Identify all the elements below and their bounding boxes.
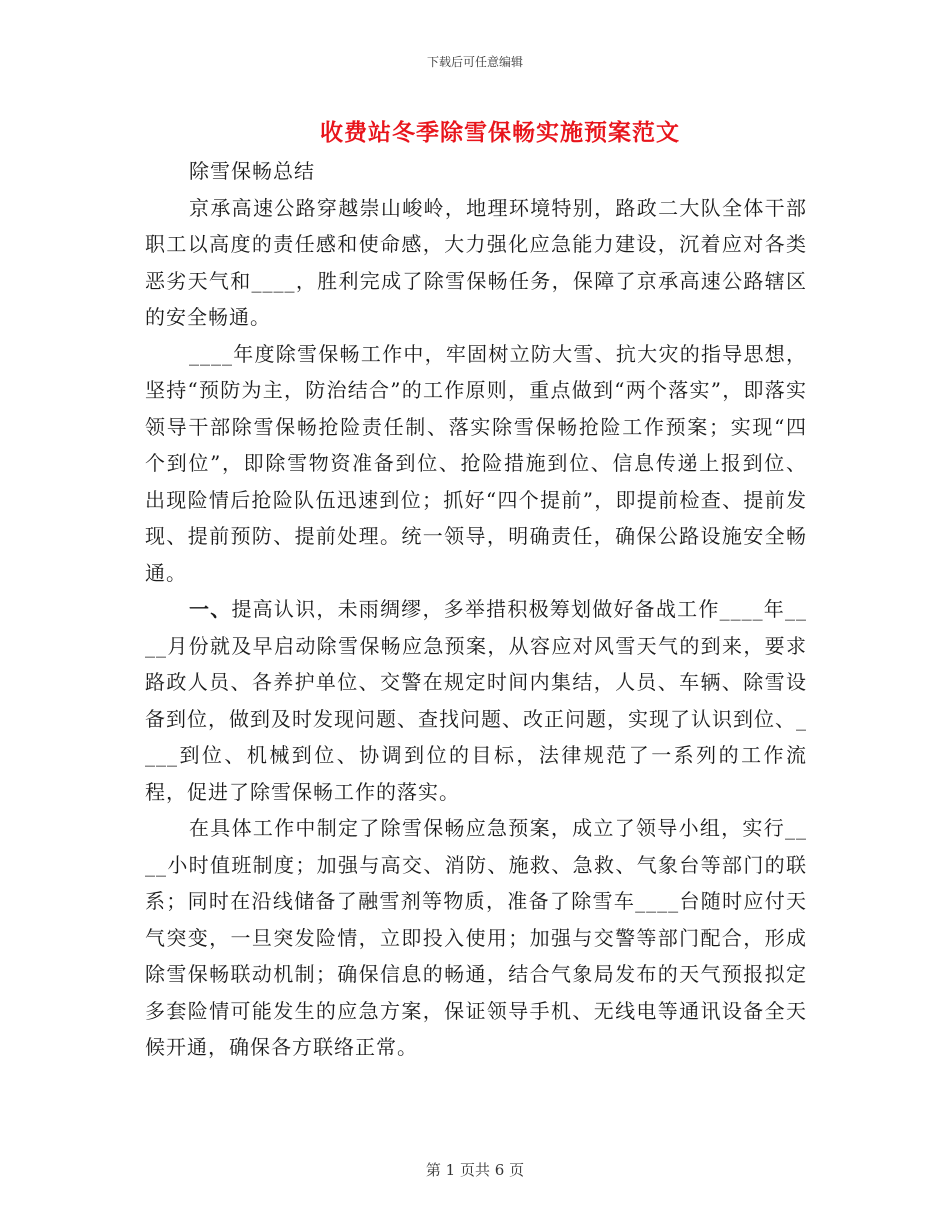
document-subtitle: 除雪保畅总结 bbox=[189, 159, 315, 183]
document-title: 收费站冬季除雪保畅实施预案范文 bbox=[320, 119, 680, 146]
paragraph-text: 京承高速公路穿越崇山峻岭，地理环境特别，路政二大队全体干部职工以高度的责任感和使命感，大力强化应急能力建设，沉着应对各类恶劣天气和____，胜利完成了除雪保畅任务，保障了京承高速公路辖区的安全畅通。 bbox=[145, 195, 807, 329]
paragraph-text: ____年度除雪保畅工作中，牢固树立防大雪、抗大灾的指导思想，坚持“预防为主，防治结合”的工作原则，重点做到“两个落实”，即落实领导干部除雪保畅抢险责任制、落实除雪保畅抢险工作预案；实现“四个到位”，即除雪物资准备到位、抢险措施到位、信息传递上报到位、出现险情后抢险队伍迅速到位；抓好“四个提前”，即提前检查、提前发现、提前预防、提前处理。统一领导，明确责任，确保公路设施安全畅通。 bbox=[145, 341, 807, 585]
paragraph bbox=[145, 810, 807, 1066]
paragraph bbox=[145, 336, 807, 592]
document-body bbox=[145, 153, 807, 1066]
paragraph-lead: 一、 bbox=[189, 597, 232, 621]
paragraph-text: 提高认识，未雨绸缪，多举措积极筹划做好备战工作____年____月份就及早启动除雪保畅应急预案，从容应对风雪天气的到来，要求路政人员、各养护单位、交警在规定时间内集结，人员、车辆、除雪设备到位，做到及时发现问题、查找问题、改正问题，实现了认识到位、____到位、机械到位、协调到位的目标，法律规范了一系列的工作流程，促进了除雪保畅工作的落实。 bbox=[145, 597, 808, 804]
paragraph-text: 在具体工作中制定了除雪保畅应急预案，成立了领导小组，实行____小时值班制度；加强与高交、消防、施救、急救、气象台等部门的联系；同时在沿线储备了融雪剂等物质，准备了除雪车____台随时应付天气突变，一旦突发险情，立即投入使用；加强与交警等部门配合，形成除雪保畅联动机制；确保信息的畅通，结合气象局发布的天气预报拟定多套险情可能发生的应急方案，保证领导手机、无线电等通讯设备全天候开通，确保各方联络正常。 bbox=[145, 816, 807, 1059]
page-number: 第 1 页共 6 页 bbox=[425, 1161, 525, 1179]
page-header: 下载后可任意编辑 bbox=[426, 55, 523, 69]
paragraph bbox=[145, 591, 807, 810]
paragraph bbox=[145, 190, 807, 336]
